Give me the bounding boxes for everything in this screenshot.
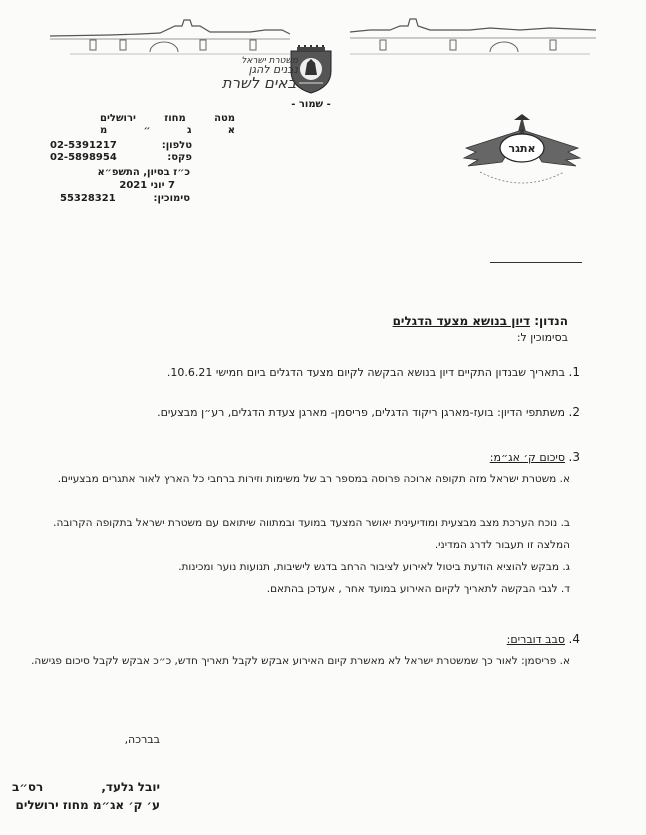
subject-line (330, 314, 568, 328)
slogan-small: משטרת ישראל (241, 56, 298, 66)
sub-letter: ד. (560, 583, 570, 595)
phone-number: 02-5391217 (50, 140, 117, 151)
item-number: 4. (568, 632, 580, 646)
subject-reference: בסימוכין ל: (516, 331, 568, 344)
closing-greeting: בברכה, (124, 733, 160, 746)
reference-number: 55328321 (60, 193, 116, 204)
item-heading: סבב דוברים: (506, 633, 566, 646)
sub-item (25, 556, 570, 578)
sub-item (25, 650, 570, 672)
org-line1 (100, 113, 235, 125)
police-emblem-logo (462, 112, 582, 194)
reference-label: סימוכין: (153, 193, 190, 204)
sub-text: פריסמן: לאור כך שמשטרת ישראל לא מאשרת קיום האירוע אבקש לקבל תאריך חדש, כ״כ אבקש לקבל סיכום פגישה. (31, 655, 557, 667)
sub-letter: א. (559, 473, 570, 485)
org-letter-2: ג (186, 125, 192, 136)
item-1 (80, 361, 580, 384)
sub-letter: ב. (560, 517, 570, 529)
signer-name: יובל גלעד, (101, 780, 160, 794)
org-city: ירושלים (100, 113, 136, 124)
fax-label: פקס: (167, 152, 192, 163)
subject-label: הנדון: (534, 314, 568, 328)
hebrew-date: כ״ז בסיון, התשפ״א (97, 167, 190, 178)
subject-title: דיון בנושא מצעד הדגלים (392, 314, 531, 328)
item-number: 3. (568, 450, 580, 464)
signer-rank: רס״ב (12, 780, 44, 794)
fax-number: 02-5898954 (50, 152, 117, 163)
signature-line (490, 262, 582, 263)
item-3-heading (80, 446, 580, 469)
org-hq: מטה (214, 113, 235, 124)
sub-text: לגבי הבקשה לתאריך לקיום האירוע במועד אחר , אעדכן בהתאם. (266, 583, 558, 595)
org-district: מחוז (164, 113, 186, 124)
phone-row (50, 140, 192, 152)
sub-letter: ג. (562, 561, 570, 573)
signer-name-row (12, 780, 160, 794)
slogan-line2: נבנים להגן (248, 63, 298, 76)
item-number: 2. (568, 405, 580, 419)
item-text: בתאריך שבנדון התקיים דיון בנושא הבקשה לקיום מצעד הדגלים ביום חמישי 10.6.21. (166, 366, 566, 379)
sub-item (25, 578, 570, 600)
svg-text:אתגר: אתגר (508, 142, 536, 155)
sub-item (25, 468, 570, 490)
classification-label: - שמור - (291, 99, 331, 110)
item-2 (80, 401, 580, 424)
phone-label: טלפון: (161, 140, 192, 151)
reference-row (60, 193, 190, 205)
sub-letter: א. (559, 655, 570, 667)
slogan-line3: באים לשרת (221, 74, 296, 92)
item-4-heading (80, 628, 580, 651)
signer-title: ע׳ ק׳ אג״מ מחוז ירושלים (15, 798, 160, 812)
sub-text: מבקש להוציא הודעת ביטול לאירוע לציבור הרחב בדגש לישיבות, תנועות נוער ומכינות. (178, 561, 559, 573)
org-letter-3: ״ (143, 125, 151, 136)
item-heading: סיכום ק׳ אג״מ: (489, 451, 566, 464)
gregorian-date: 7 יוני 2021 (119, 180, 175, 191)
org-letter-4: מ (100, 125, 108, 136)
sub-item (25, 512, 570, 556)
org-line2 (100, 125, 235, 137)
item-number: 1. (568, 365, 580, 379)
sub-text: משטרת ישראל מזה תקופה ארוכה פרוסה במספר רב של משימות וזירות ברחבי כל הארץ לאור אתגרים מבצעיים. (57, 473, 557, 485)
sub-text: נוכח הערכת מצב מבצעית ומודיעינית יאושר המצעד במועד ובמתווה שיתואם עם משטרת ישראל בתקופה הקרובה. המלצה זו תעבור לדרג המדיני. (53, 517, 570, 551)
item-text: משתתפי הדיון: בועז-מארגן ריקוד הדגלים, פריסמן- מארגן צעדת הדגלים, רע״ן מבצעים. (157, 406, 566, 419)
fax-row (50, 152, 192, 164)
org-letter-1: א (227, 125, 235, 136)
